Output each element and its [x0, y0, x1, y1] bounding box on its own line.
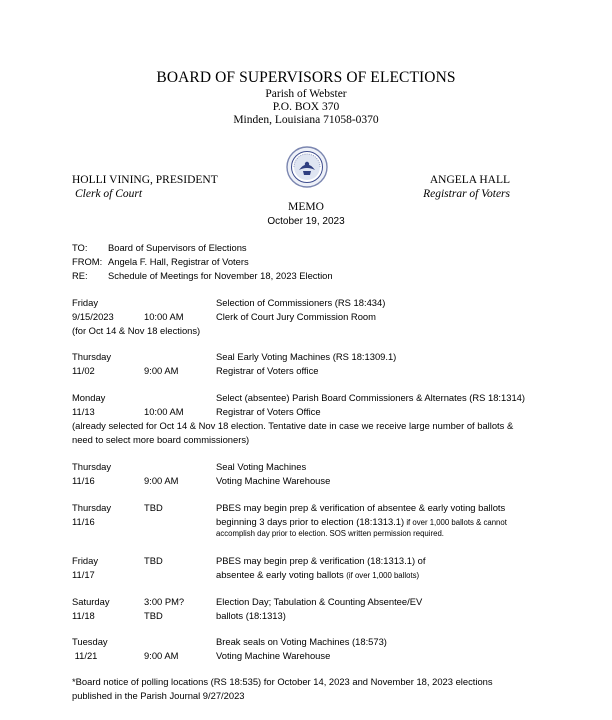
- entry-event-condition: (if over 1,000 ballots): [346, 571, 420, 580]
- re-value: Schedule of Meetings for November 18, 2023 Election: [108, 270, 333, 281]
- entry-date: 11/18: [72, 610, 95, 621]
- parish-line: Parish of Webster: [265, 88, 347, 100]
- president-name: HOLLI VINING, PRESIDENT: [72, 174, 218, 186]
- entry-location: Clerk of Court Jury Commission Room: [216, 311, 376, 322]
- entry-day: Thursday: [72, 351, 112, 362]
- entry-time: TBD: [144, 610, 163, 621]
- po-box-line: P.O. BOX 370: [272, 101, 340, 113]
- entry-location: Registrar of Voters Office: [216, 406, 321, 417]
- from-label: FROM:: [72, 256, 103, 267]
- entry-day: Thursday: [72, 461, 112, 472]
- president-title: Clerk of Court: [75, 188, 143, 200]
- entry-location: Registrar of Voters office: [216, 365, 319, 376]
- entry-time: 9:00 AM: [144, 650, 179, 661]
- entry-time: TBD: [144, 555, 163, 566]
- entry-day: Tuesday: [72, 636, 108, 647]
- state-seal-icon: [286, 146, 328, 188]
- entry-event: PBES may begin prep & verification of absentee & early voting ballots: [216, 502, 506, 513]
- entry-event: PBES may begin prep & verification (18:1313.1) of: [216, 555, 426, 566]
- memo-heading: MEMO: [288, 201, 324, 213]
- entry-note: need to select more board commissioners): [72, 434, 250, 445]
- entry-time: 9:00 AM: [144, 365, 179, 376]
- entry-time: 10:00 AM: [144, 311, 184, 322]
- entry-event-cont: [216, 516, 507, 527]
- entry-location: Voting Machine Warehouse: [216, 650, 331, 661]
- entry-day: Friday: [72, 555, 99, 566]
- to-value: Board of Supervisors of Elections: [108, 242, 247, 253]
- entry-time: TBD: [144, 502, 163, 513]
- entry-event: Break seals on Voting Machines (18:573): [216, 636, 387, 647]
- entry-date: 11/17: [72, 569, 95, 580]
- entry-day: Friday: [72, 297, 99, 308]
- board-title: BOARD OF SUPERVISORS OF ELECTIONS: [156, 69, 456, 86]
- entry-note: (already selected for Oct 14 & Nov 18 election. Tentative date in case we receive large number of ballots &: [72, 420, 514, 431]
- registrar-name: ANGELA HALL: [429, 174, 510, 186]
- to-label: TO:: [72, 242, 88, 253]
- entry-time: 10:00 AM: [144, 406, 184, 417]
- footer-note: *Board notice of polling locations (RS 18:535) for October 14, 2023 and November 18, 2023 elections: [72, 676, 493, 687]
- memo-date: October 19, 2023: [267, 216, 345, 227]
- entry-day: Monday: [72, 392, 106, 403]
- entry-event-text: beginning 3 days prior to election (18:1313.1): [216, 516, 405, 527]
- entry-date: 11/16: [72, 516, 95, 527]
- from-value: Angela F. Hall, Registrar of Voters: [108, 256, 249, 267]
- entry-event: Seal Early Voting Machines (RS 18:1309.1): [216, 351, 397, 362]
- entry-date: 11/13: [72, 406, 95, 417]
- entry-event-condition: accomplish day prior to election. SOS written permission required.: [216, 529, 444, 538]
- entry-event-cont: ballots (18:1313): [216, 610, 286, 621]
- entry-date: 11/16: [72, 475, 95, 486]
- entry-day: Thursday: [72, 502, 112, 513]
- entry-event: Select (absentee) Parish Board Commissioners & Alternates (RS 18:1314): [216, 392, 525, 403]
- city-line: Minden, Louisiana 71058-0370: [233, 114, 379, 126]
- entry-day: Saturday: [72, 596, 110, 607]
- entry-event-text: absentee & early voting ballots: [216, 569, 347, 580]
- entry-event-condition: if over 1,000 ballots & cannot: [404, 518, 507, 527]
- entry-time: 3:00 PM?: [144, 596, 185, 607]
- entry-date: 11/21: [72, 650, 98, 661]
- entry-date: 11/02: [72, 365, 95, 376]
- entry-time: 9:00 AM: [144, 475, 179, 486]
- re-label: RE:: [72, 270, 88, 281]
- footer-note: published in the Parish Journal 9/27/2023: [72, 690, 245, 701]
- entry-event: Selection of Commissioners (RS 18:434): [216, 297, 386, 308]
- entry-location: Voting Machine Warehouse: [216, 475, 331, 486]
- entry-date: 9/15/2023: [72, 311, 114, 322]
- entry-event-cont: [216, 569, 419, 580]
- entry-note: (for Oct 14 & Nov 18 elections): [72, 325, 201, 336]
- registrar-title: Registrar of Voters: [423, 188, 510, 200]
- entry-event: Election Day; Tabulation & Counting Absentee/EV: [216, 596, 423, 607]
- entry-event: Seal Voting Machines: [216, 461, 307, 472]
